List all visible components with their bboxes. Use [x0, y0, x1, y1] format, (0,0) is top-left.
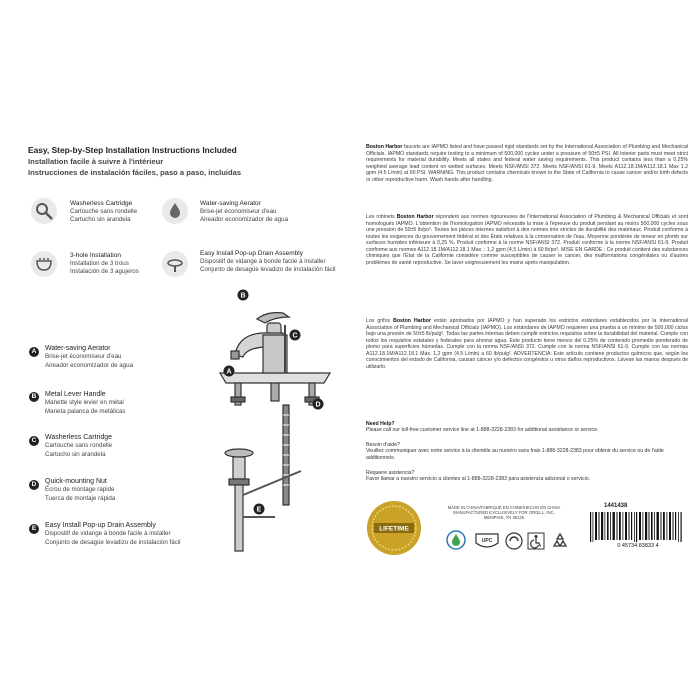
legal-fr-pre: Les robinets	[366, 214, 397, 220]
part-e	[45, 522, 181, 547]
washerless-cartridge-icon	[31, 198, 57, 224]
feature-drain	[200, 250, 336, 274]
watersense-icon	[446, 530, 466, 550]
recycle-icon	[551, 532, 569, 550]
help-title: Need Help?	[366, 421, 395, 427]
origin-line: MEMPHIS, TN 38125	[483, 515, 525, 520]
feature-es: Instalación de 3 agujeros	[70, 268, 139, 275]
legal-es-pre: Los grifos	[366, 318, 394, 324]
feature-title: 3-hole Installation	[70, 252, 121, 259]
help-es	[366, 470, 688, 483]
help-title: Besoin d'aide?	[366, 442, 400, 448]
origin-line: MANUFACTURED EXCLUSIVELY FOR ORGILL, INC.	[453, 510, 555, 515]
brand-name: Boston Harbor	[393, 318, 431, 324]
part-fr: Dispositif de vidange à bonde facile à installer	[45, 530, 171, 538]
legal-en	[366, 144, 688, 183]
legal-en-body: faucets are IAPMO listed and have passed rigid standards set by the International Association of Plumbing and Mechanical Officials. IAPMO standards require testing to a minimum of 500,000 cycles under a pressure of 50±5 PSI. All interior parts must meet strict requirements for material durability. Meets all states and federal water saving requirements. This product contains less than a 0.25% weighted average lead content on wetted surfaces. Meets NSF/ANSI 372. Meets NSF/ANSI 61-9. Meets A112.18.1M/A112.18.1 Max 1.2 gpm (4.5 L/min) at 60 PSI. WARNING: This product contains chemicals known to the State of California to cause cancer and/or birth defects or other reproductive harm. Wash hands after handling.	[366, 144, 688, 183]
help-text: Please call our toll-free customer service line at 1-888-3228-2383 for additional assistance or service.	[366, 427, 599, 434]
svg-text:C: C	[292, 332, 298, 340]
part-title: Washerless Cartridge	[45, 434, 113, 441]
callout-c	[290, 330, 301, 341]
drain-assembly-icon	[162, 251, 188, 277]
part-letter-a: A	[29, 347, 39, 357]
part-title: Easy Install Pop-up Drain Assembly	[45, 522, 156, 529]
svg-text:E: E	[256, 506, 262, 514]
barcode-digits: 0 45734 83833 4	[617, 543, 659, 548]
brand-name: Boston Harbor	[366, 144, 403, 150]
legal-fr-body: répondent aux normes rigoureuses de l'International Association of Plumbing & Mechanical Officials et sont homologués IAPMO. L'obtention de l'homologation IAPMO nécessite la mise à l'épreuve du produit pendant au moins 500,000 cycles sous une pression de 50±5 lb/po². Toutes les pièces internes satisfont à des normes très strictes de durabilité des matériaux. Produit conforme à toutes les exigences du gouvernement fédéral et des États relatives à la conservation de l'eau. Moyenne pondérée de teneur en plomb sur surfaces humides inférieure à 0,25 %. Produit conforme à la norme NSF/ANSI 372. Produit conforme à la norme NSF/ANSI 61-9. Produit conforme aux normes A112.18.1M/A112.18.1 Max. : 1,2 gpm (4,5 L/min) à 60 lb/po². MISE EN GARDE : Ce produit contient des substances chimiques que l'État de la Californie considère comme susceptibles de causer le cancer, des malformations congénitales ou d'autres problèmes de santé reproductive. Se laver soigneusement les mains après manipulation.	[366, 214, 689, 266]
install-heading-es: Instrucciones de instalación fáciles, paso a paso, incluidas	[28, 168, 242, 177]
feature-es: Aireador economizador de agua	[200, 216, 289, 223]
part-c	[45, 434, 112, 459]
drain-body	[225, 449, 301, 551]
callout-a	[224, 366, 235, 377]
faucet-diagram	[205, 285, 345, 560]
three-hole-sink-icon	[31, 251, 57, 277]
feature-title: Easy Install Pop-up Drain Assembly	[200, 250, 303, 257]
sku-number: 1441438	[604, 503, 628, 509]
help-text: Favor llamar a nuestro servicio a clientes al 1-888-3228-2383 para asistencia adicional o servicio.	[366, 476, 591, 483]
part-es: Tuerca de montaje rápida	[45, 494, 116, 502]
help-fr	[366, 442, 688, 461]
feature-es: Cartucho sin arandela	[70, 216, 131, 223]
brand-name: Boston Harbor	[396, 214, 434, 220]
feature-es: Conjunto de desagüe levadizo de instalación fácil	[200, 266, 336, 273]
part-title: Water-saving Aerator	[45, 345, 111, 352]
legal-es-body: están aprobados por IAPMO y han superado los estrictos estándares establecidos por la International Association of Plumbing and Mechanical Officials (IAPMO). Los estándares de IAPMO requieren una prueba a un mínimo de 500,000 ciclos bajo una presión de 50±5 lb/pulg². Todas las partes internas deben cumplir estrictos requisitos sobre la durabilidad del material. Cumple con todos los requisitos estatales y federales para ahorrar agua. Este producto tiene menos del 0.25% de contenido promedio ponderado de plomo para superficies húmedas. Cumple con la norma NSF/ANSI 372. Cumple con la norma NSF/ANSI 61-9. Cumple con las normas A112.18.1M/A112.18.1 Máx. 1,2 gpm (4,5 L/min) a 60 lb/pulg². ADVERTENCIA: Este artículo contiene productos químicos que, según los conocimientos del estado de California, causan cáncer y/o defectos congénitos u otros daños reproductivos. Lávese las manos después de utilizarlo.	[366, 318, 689, 370]
csa-certification-icon	[505, 532, 523, 550]
feature-fr: Dispositif de vidange à bonde facile à installer	[200, 258, 326, 265]
feature-fr: Cartouche sans rondelle	[70, 208, 138, 215]
install-heading-en: Easy, Step-by-Step Installation Instructions Included	[28, 145, 237, 155]
part-es: Maneta palanca de metálicas	[45, 407, 126, 415]
part-title: Quick-mounting Nut	[45, 478, 107, 485]
svg-text:A: A	[226, 368, 232, 376]
origin-line: MADE IN CHINA/FABRIQUÉ EN CHINE/HECHO EN CHINA	[447, 505, 561, 510]
feature-title: Water-saving Aerator	[200, 200, 261, 207]
part-letter-b: B	[29, 392, 39, 402]
part-es: Conjunto de desagüe levadizo de instalación fácil	[45, 538, 181, 546]
accessibility-icon	[527, 532, 545, 550]
part-letter-e: E	[29, 524, 39, 534]
part-a	[45, 345, 133, 370]
part-fr: Cartouche sans rondelle	[45, 442, 113, 450]
help-text: Veuillez communiquer avec notre service à la clientèle au numéro sans frais 1-888-3228-2383 pour obtenir du service ou de l'aide additionnels.	[366, 448, 664, 461]
part-title: Metal Lever Handle	[45, 391, 106, 398]
install-heading-fr: Installation facile à suivre à l'intérieur	[28, 157, 164, 166]
part-letter-c: C	[29, 436, 39, 446]
upc-certification-icon	[474, 532, 500, 550]
feature-fr: Brise-jet économiseur d'eau	[200, 208, 277, 215]
origin-text	[444, 505, 564, 520]
svg-text:UPC: UPC	[481, 538, 493, 544]
callout-b	[238, 290, 249, 301]
help-title: Requiere asistencia?	[366, 470, 415, 476]
legal-fr	[366, 214, 688, 266]
feature-aerator	[200, 200, 288, 224]
part-fr: Écrou de montage rapide	[45, 486, 115, 494]
water-drop-icon	[162, 198, 188, 224]
callout-e	[254, 504, 265, 515]
part-letter-d: D	[29, 480, 39, 490]
part-d	[45, 478, 115, 503]
part-fr: Manette style levier en métal	[45, 399, 124, 407]
svg-text:D: D	[315, 401, 321, 409]
help-en	[366, 421, 688, 434]
svg-text:B: B	[240, 292, 246, 300]
barcode	[588, 512, 688, 548]
lifetime-warranty-seal-icon	[366, 500, 422, 556]
part-fr: Brise-jet économiseur d'eau	[45, 353, 122, 361]
seal-text: LIFETIME	[379, 525, 409, 533]
feature-fr: Installation de 3 trous	[70, 260, 129, 267]
part-b	[45, 391, 126, 416]
feature-washerless	[70, 200, 137, 224]
callout-d	[313, 399, 324, 410]
part-es: Aireador economizador de agua	[45, 361, 134, 369]
feature-3hole	[70, 252, 139, 276]
feature-title: Washerless Cartridge	[70, 200, 133, 207]
legal-es	[366, 318, 688, 370]
part-es: Cartucho sin arandela	[45, 450, 106, 458]
